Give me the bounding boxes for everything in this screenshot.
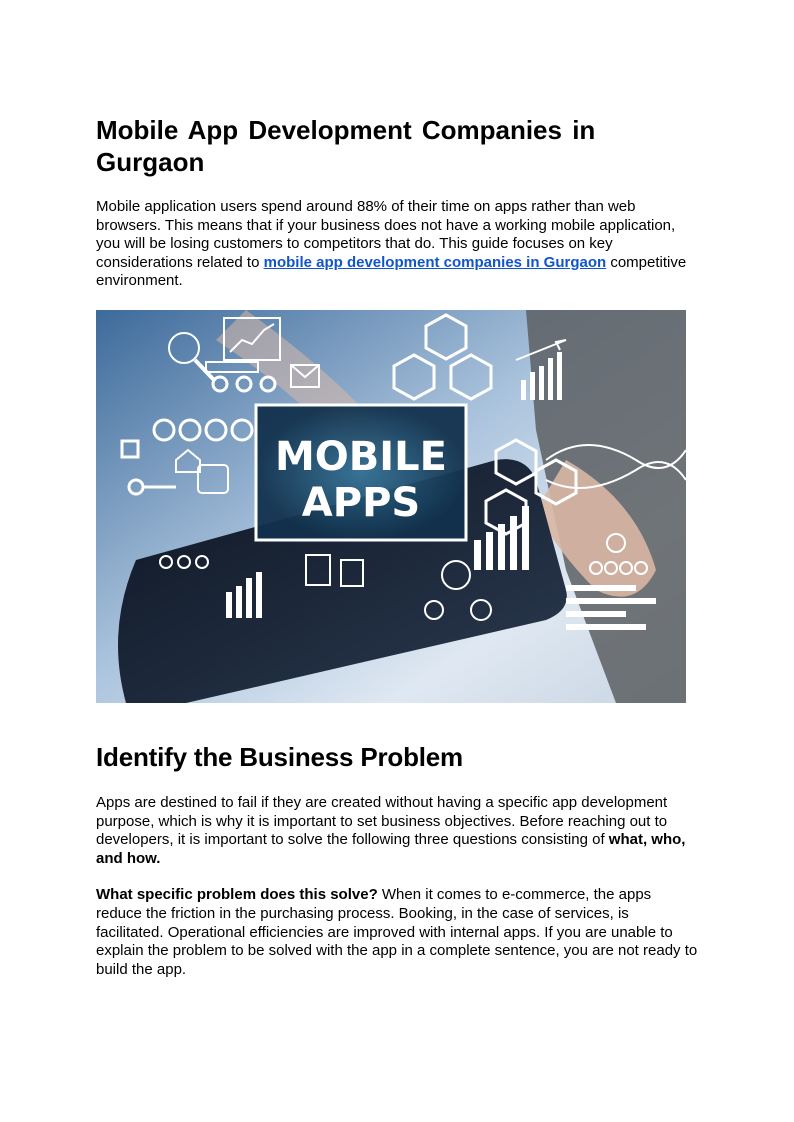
mobile-apps-hero-image xyxy=(96,310,686,703)
document-page xyxy=(96,114,698,979)
intro-text-after: competitive environment. xyxy=(96,253,687,290)
para2-text: When it comes to e-commerce, the apps reduce the friction in the purchasing process. Booking, in the case of services, is facilitated. Operational efficiencies are improved with internal apps. If you are unable to explain the problem to be solved with the app in a complete sentence, you are not ready to build the app. xyxy=(96,886,698,978)
para2-bold-question: What specific problem does this solve? xyxy=(96,886,378,904)
page-title: Mobile App Development Companies in Gurgaon xyxy=(96,115,596,177)
intro-paragraph xyxy=(96,198,698,291)
section-paragraph-2 xyxy=(96,886,698,979)
companies-link[interactable]: mobile app development companies in Gurgaon xyxy=(263,253,607,271)
section-heading-business-problem: Identify the Business Problem xyxy=(96,741,463,772)
hero-caption-line1: MOBILE xyxy=(275,433,447,480)
para1-text: Apps are destined to fail if they are created without having a specific app development purpose, which is why it is important to set business objectives. Before reaching out to developers, it is important to solve the following three questions consisting of xyxy=(96,793,668,849)
hero-caption-line2: APPS xyxy=(301,479,421,526)
intro-text-before: Mobile application users spend around 88% of their time on apps rather than web browsers. This means that if your business does not have a working mobile application, you will be losing customers to competitors that do. This guide focuses on key considerations related to xyxy=(96,198,676,271)
para1-bold: what, who, and how. xyxy=(96,831,686,867)
section-paragraph-1 xyxy=(96,794,698,868)
